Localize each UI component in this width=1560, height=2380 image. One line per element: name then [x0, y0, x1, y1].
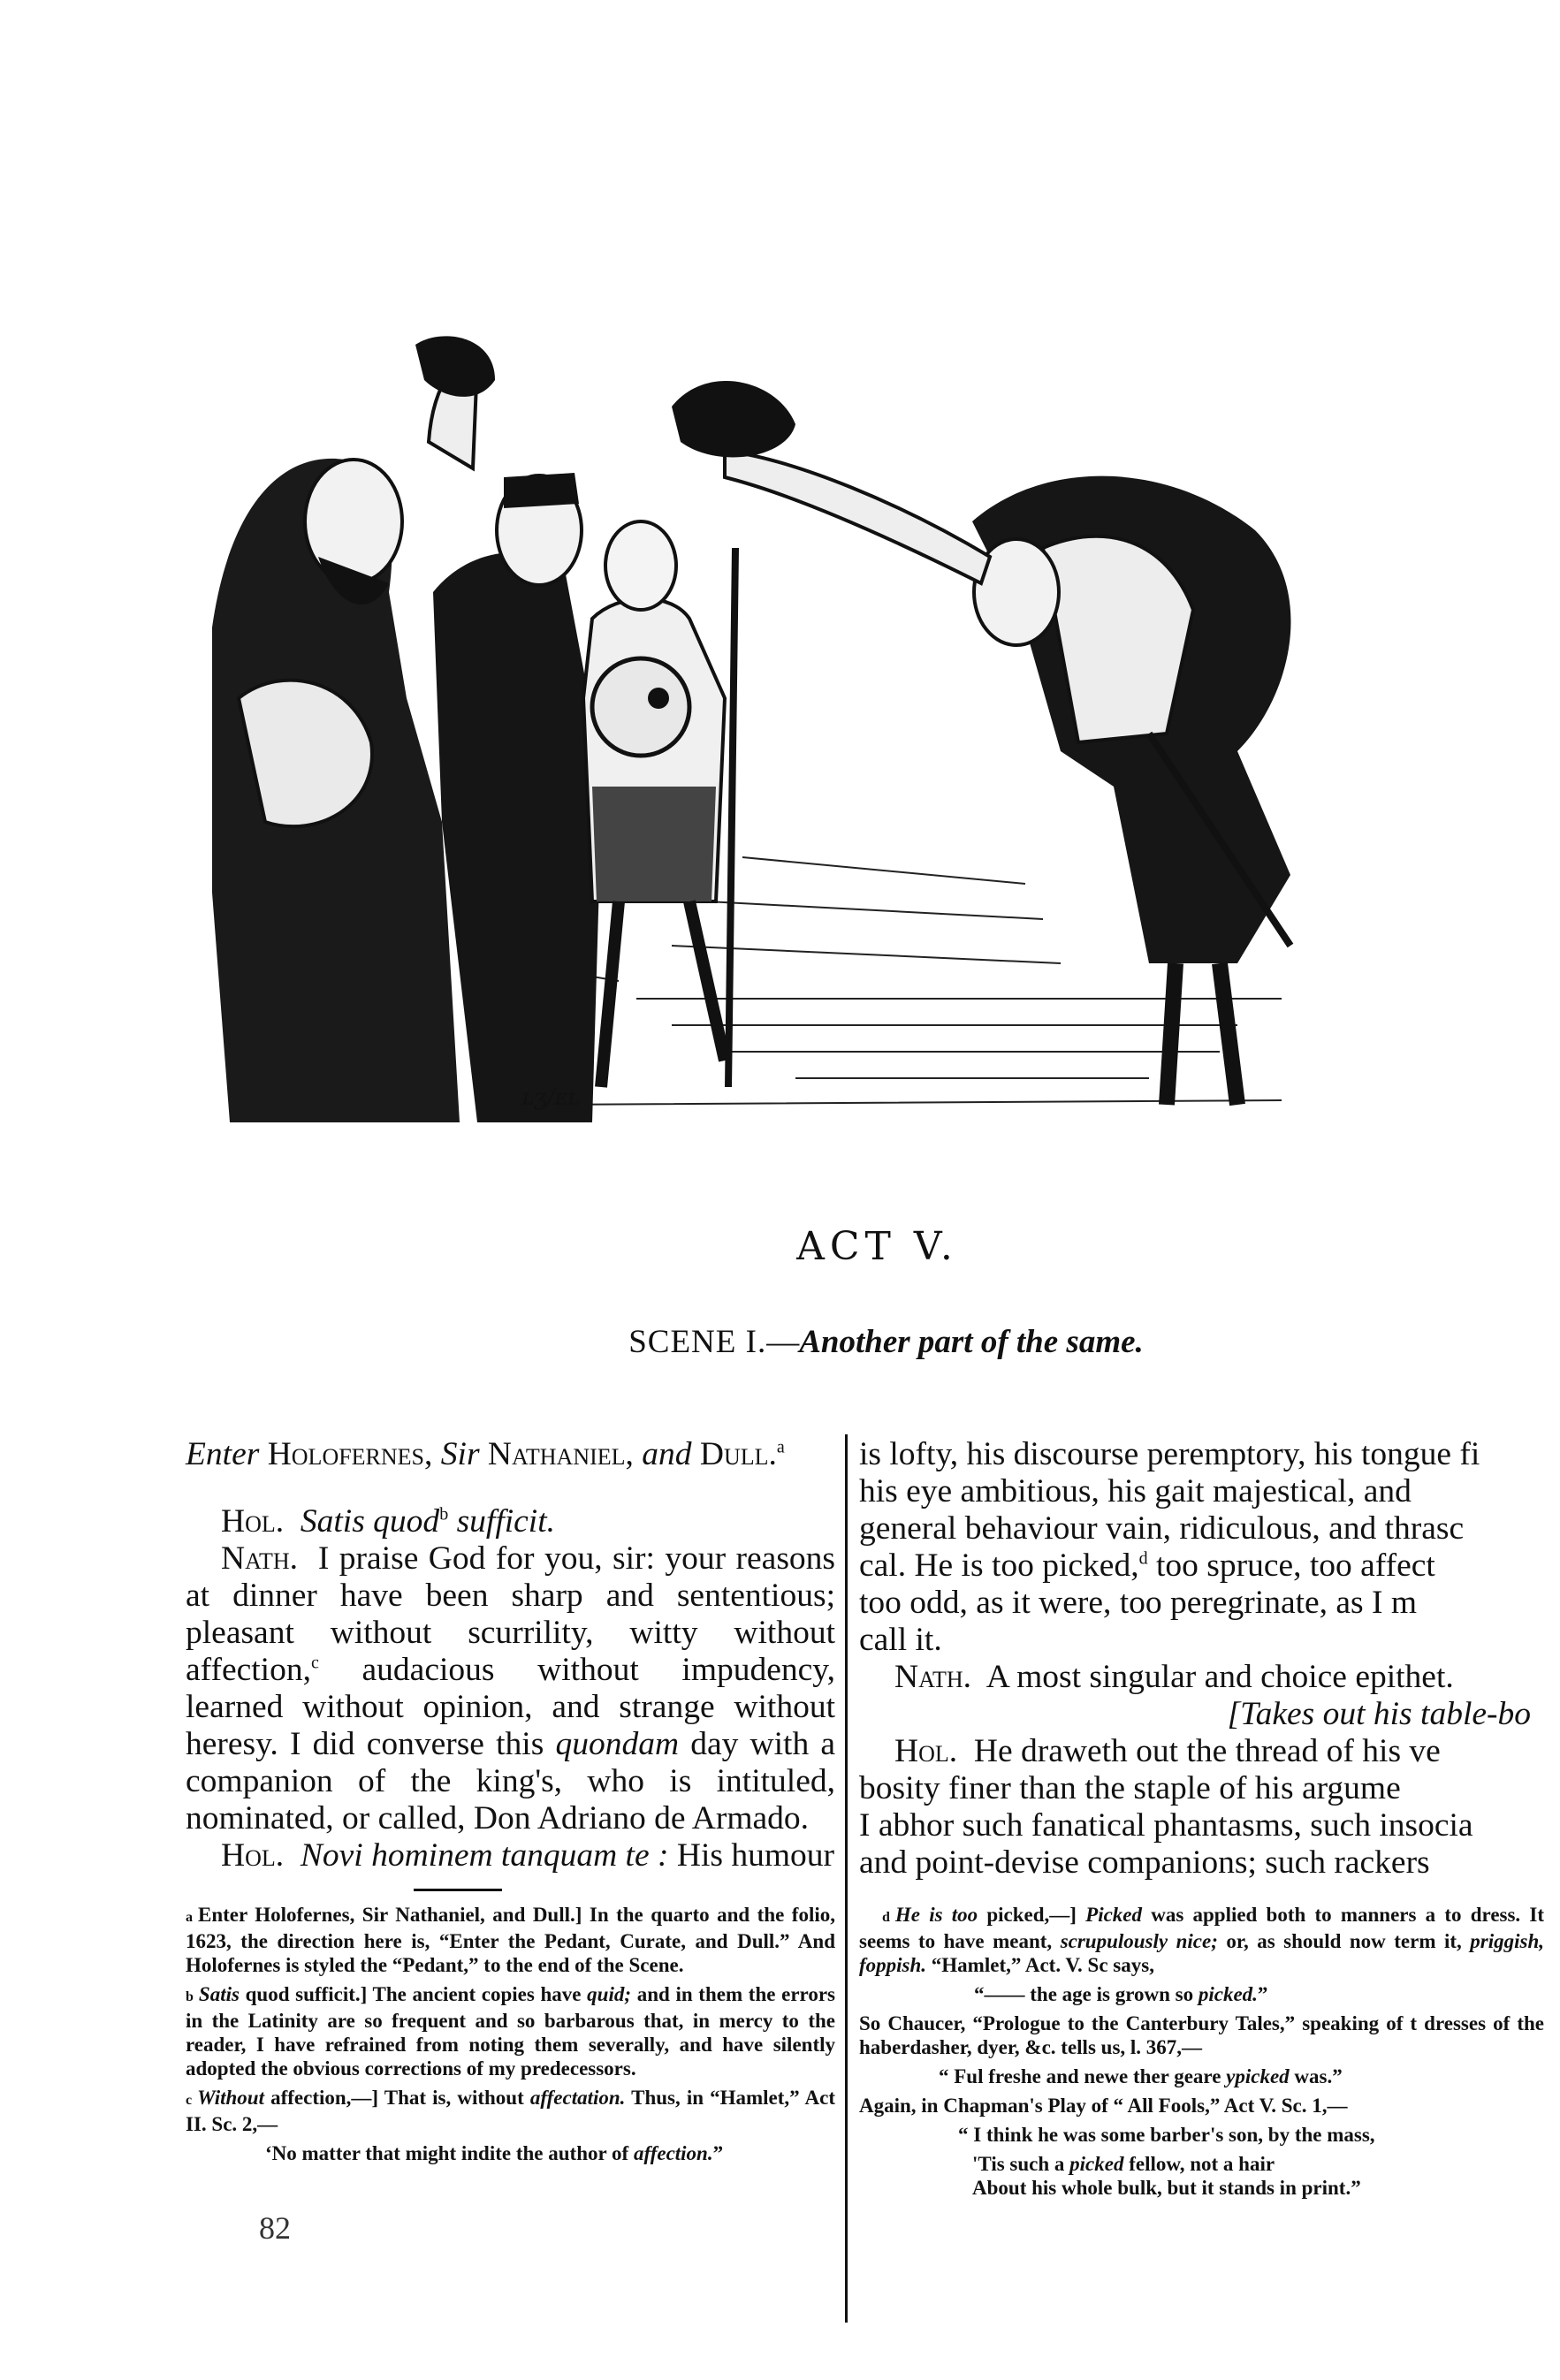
character-dull: Dull.	[699, 1436, 777, 1472]
engraving-illustration	[177, 327, 1476, 1122]
footnote-mark: b	[186, 1989, 194, 2004]
footnote-text: In the quarto and the folio, 1623, the direction here is, “Enter the Pedant, Curate, and Dull.” And Holofernes is styled the “Pedant,” to the end of the Scene.	[186, 1904, 835, 1976]
speaker-label: Hol.	[894, 1733, 958, 1769]
footnote-lemma: Enter Holofernes, Sir Nathaniel, and Dull.]	[198, 1904, 582, 1926]
footnote-lemma: affection,—]	[270, 2087, 379, 2109]
speech-italic: quondam	[555, 1726, 680, 1762]
footnote-italic: quid;	[587, 1983, 632, 2005]
text-column-left	[186, 1436, 835, 1874]
speech-text: He draweth out the thread of his ve	[973, 1733, 1441, 1769]
footnote-text: or, as should now term it,	[1226, 1930, 1462, 1952]
footnote-lemma-italic: He is too	[894, 1904, 978, 1926]
footnote-italic: affectation.	[529, 2087, 626, 2109]
speech-line: I abhor such fanatical phantasms, such insocia	[859, 1807, 1473, 1844]
latin-phrase: Satis quod	[300, 1503, 440, 1540]
latin-phrase-end: sufficit.	[456, 1503, 556, 1540]
speech-continuation-line: general behaviour vain, ridiculous, and thrasc	[859, 1510, 1465, 1547]
quote-text: “—— the age is grown so	[974, 1983, 1194, 2005]
speech-nathaniel-2	[859, 1659, 1531, 1696]
page-number: 82	[259, 2210, 291, 2246]
footnote-c	[186, 2086, 835, 2136]
speech-nathaniel-1	[186, 1540, 835, 1837]
footnote-ref-b[interactable]: b	[439, 1504, 449, 1525]
scene-location: Another part of the same.	[799, 1324, 1144, 1360]
speaker-label: Hol.	[221, 1503, 285, 1540]
verse-text: fellow, not a hair	[1129, 2153, 1275, 2175]
staff-icon	[725, 548, 739, 1087]
speech-line: and point-devise companions; such rackers	[859, 1844, 1430, 1881]
speech-text: too spruce, too affect	[1147, 1547, 1435, 1584]
footnote-text: was applied both to manners a to dress. It seems to have meant,	[859, 1904, 1544, 1952]
footnotes-left	[186, 1903, 835, 2171]
entrance-direction: Enter Holofernes, Sir Nathaniel, and Dull.$^a$	[186, 1436, 785, 1472]
footnote-ref-c[interactable]: c	[310, 1653, 319, 1673]
latin-phrase: Novi hominem tanquam te :	[300, 1837, 669, 1874]
quote-text: “ Ful freshe and newe ther geare	[939, 2065, 1221, 2087]
column-divider	[845, 1434, 848, 2323]
footnote-d-quote-chaucer	[939, 2064, 1544, 2088]
footnote-d-chaucer: So Chaucer, “Prologue to the Canterbury Tales,” speaking of t dresses of the haberdasher, dyer, &c. tells us, l. 367,—	[859, 2012, 1544, 2058]
speech-text: day with a companion of the king's, who is intituled, nominated, or called, Don Adriano de Armado.	[186, 1726, 836, 1836]
speech-text: A most singular and choice epithet.	[985, 1659, 1454, 1695]
speaker-label: Nath.	[894, 1659, 972, 1695]
and-word: and	[642, 1436, 692, 1472]
footnote-d	[859, 1903, 1544, 1977]
speech-continuation-line: his eye ambitious, his gait majestical, and	[859, 1473, 1412, 1509]
character-holofernes: Holofernes	[267, 1436, 425, 1472]
speech-continuation-line: is lofty, his discourse peremptory, his tongue fi	[859, 1436, 1480, 1472]
footnote-mark: c	[186, 2093, 193, 2108]
round-hat-icon	[592, 658, 689, 756]
enter-word: Enter	[186, 1436, 260, 1472]
footnote-text: That is, without	[384, 2087, 524, 2109]
act-title: ACT V.	[796, 1224, 958, 1269]
footnote-italic: scrupulously nice;	[1060, 1930, 1218, 1952]
speech-text: I praise God for you, sir: your reasons at dinner have been sharp and sententious; pleasant without scurrility, witty without affection,	[186, 1540, 836, 1688]
footnote-c-quote	[265, 2141, 835, 2165]
speaker-label: Nath.	[221, 1540, 299, 1577]
footnote-text: Thus, in “Hamlet,” Act II. Sc. 2,—	[186, 2087, 835, 2135]
raised-hat-icon	[415, 336, 495, 397]
footnote-text: “Hamlet,” Act. V. Sc says,	[931, 1954, 1154, 1976]
quote-text: was.”	[1294, 2065, 1343, 2087]
footnote-lemma: picked,—]	[986, 1904, 1077, 1926]
character-nathaniel: Nathaniel	[487, 1436, 626, 1472]
verse-text: 'Tis such a	[972, 2153, 1065, 2175]
illustration-svg	[177, 327, 1476, 1122]
speaker-label: Hol.	[221, 1837, 285, 1874]
quote-text: ‘No matter that might indite the author of	[265, 2142, 629, 2164]
verse-italic: picked	[1069, 2153, 1124, 2175]
footnote-mark: d	[882, 1910, 890, 1925]
verse-line: About his whole bulk, but it stands in print.”	[972, 2177, 1361, 2199]
scene-title	[0, 1323, 1560, 1361]
quote-italic: picked.	[1198, 1983, 1258, 2005]
quote-close: ”	[1257, 1983, 1268, 2005]
speech-line: bosity finer than the staple of his argume	[859, 1770, 1401, 1806]
quote-italic: ypicked	[1226, 2065, 1290, 2087]
footnote-text: and in them the errors in the Latinity are so frequent and so barbarous that, in mercy to the reader, I have refrained from noting them severally, and have silently adopted the obvious corrections of my predecessors.	[186, 1983, 835, 2080]
speech-continuation-line: too odd, as it were, too peregrinate, as I m	[859, 1585, 1418, 1621]
footnote-lemma: quod sufficit.]	[245, 1983, 368, 2005]
speech-continuation-line: call it.	[859, 1622, 942, 1658]
stage-direction: [Takes out his table-bo	[1227, 1696, 1531, 1732]
footnotes-right	[859, 1903, 1544, 2200]
speech-text: audacious without impudency, learned without opinion, and strange without heresy. I did converse this	[186, 1652, 835, 1762]
figure-dull	[583, 521, 739, 1087]
scene-dash: —	[766, 1324, 800, 1360]
quote-italic: affection.	[633, 2142, 713, 2164]
footnote-ref-a[interactable]: a	[776, 1437, 785, 1457]
footnote-mark: a	[186, 1910, 193, 1925]
doffed-hat-icon	[672, 381, 795, 457]
footnote-ref-d[interactable]: d	[1138, 1548, 1148, 1569]
sir-word: Sir	[440, 1436, 480, 1472]
verse-line	[972, 2152, 1544, 2176]
footnote-d-quote-hamlet	[974, 1982, 1544, 2006]
footnote-d-chapman: Again, in Chapman's Play of “ All Fools,” Act V. Sc. 1,—	[859, 2095, 1348, 2117]
quote-close: ”	[712, 2142, 724, 2164]
text-column-right	[859, 1436, 1531, 1882]
figure-armado	[672, 381, 1290, 1105]
footnote-italic: priggish, foppish.	[859, 1930, 1544, 1976]
footnote-italic: Picked	[1085, 1904, 1143, 1926]
footnote-lemma-italic: Without	[197, 2087, 264, 2109]
figure-holofernes	[212, 459, 460, 1122]
cap-icon	[504, 473, 579, 508]
verse-line: “ I think he was some barber's son, by the mass,	[958, 2124, 1375, 2146]
speech-text: cal. He is too picked,	[859, 1547, 1139, 1584]
speech-holofernes-2	[186, 1837, 835, 1874]
speech-text: His humour	[676, 1837, 834, 1874]
scene-label: SCENE I.	[628, 1324, 767, 1360]
footnote-b	[186, 1982, 835, 2080]
footnote-text: The ancient copies have	[372, 1983, 582, 2005]
footnote-a	[186, 1903, 835, 1977]
speech-continuation-line	[859, 1547, 1531, 1585]
engraver-signature: ʟ͏ʒ/ᴇʟ	[521, 1084, 581, 1111]
speech-holofernes-1	[186, 1503, 835, 1540]
speech-holofernes-3	[859, 1733, 1531, 1770]
footnote-rule	[414, 1889, 502, 1891]
footnote-lemma-italic: Satis	[198, 1983, 240, 2005]
